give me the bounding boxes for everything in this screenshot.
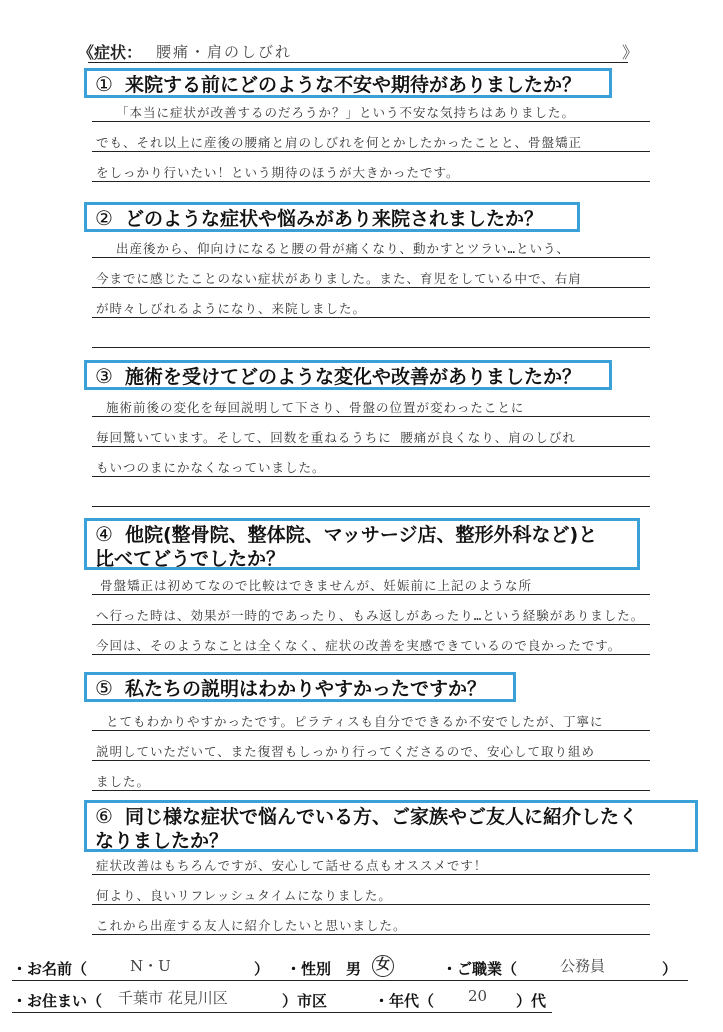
ruled-line [92,121,650,122]
symptom-row [78,38,638,64]
answer-line: とてもわかりやすかったです。ピラティスも自分でできるか不安でしたが、丁寧に [106,714,604,729]
answer-line: 施術前後の変化を毎回説明して下さり、骨盤の位置が変わったことに [106,400,525,415]
question-number: ④ [95,522,113,546]
answer-line: 何より、良いリフレッシュタイムになりました。 [96,888,392,903]
question-text: 同じ様な症状で悩んでいる方、ご家族やご友人に紹介したく なりましたか？ [95,806,639,852]
answer-line: が時々しびれるようになり、来院しました。 [96,301,367,316]
answer-line: これから出産する友人に紹介したいと思いました。 [96,918,407,933]
question-number: ③ [95,364,113,388]
question-box-2 [84,202,580,232]
footer-line-2 [12,1012,552,1013]
gender-male: 男 [346,960,362,978]
answer-line: へ行った時は、効果が一時的であったり、もみ返しがあったり…という経験がありました。 [96,608,645,623]
symptom-close-bracket: 》 [621,43,638,62]
answer-line: 毎回驚いています。そして、回数を重ねるうちに 腰痛が良くなり、肩のしびれ [96,430,576,445]
question-box-1 [84,68,612,98]
question-number: ⑥ [95,804,113,828]
answer-line: 今回は、そのようなことは全くなく、症状の改善を実感できているので良かったです。 [96,638,622,653]
ruled-line [92,934,650,935]
age-value: 20 [468,987,488,1005]
ruled-line [92,347,650,348]
answer-line: をしっかり行いたい！という期待のほうが大きかったです。 [96,165,460,180]
ruled-line [92,594,650,595]
question-number: ② [95,206,113,230]
answer-line: 骨盤矯正は初めてなので比較はできませんが、妊娠前に上記のような所 [100,578,533,593]
answer-line: でも、それ以上に産後の腰痛と肩のしびれを何とかしたかったことと、骨盤矯正 [96,135,583,150]
question-text: 他院(整骨院、整体院、マッサージ店、整形外科など)と 比べてどうでしたか？ [95,524,598,570]
ruled-line [92,874,650,875]
ruled-line [92,904,650,905]
answer-line: 「本当に症状が改善するのだろうか？」という不安な気持ちはありました。 [116,105,576,120]
ruled-line [92,181,650,182]
ruled-line [92,446,650,447]
address-value: 千葉市 花見川区 [118,989,228,1007]
gender-label: ・性別 [286,960,332,978]
gender-female-circled: 女 [372,955,394,977]
ruled-line [92,506,650,507]
answer-line: 症状改善はもちろんですが、安心して話せる点もオススメです！ [96,858,488,873]
name-close: ） [254,960,270,978]
question-number: ⑤ [95,676,113,700]
ruled-line [92,416,650,417]
ruled-line [92,654,650,655]
symptom-value: 腰痛・肩のしびれ [156,42,293,61]
ruled-line [92,151,650,152]
answer-line: 説明していただいて、また復習もしっかり行ってくださるので、安心して取り組め [96,744,596,759]
footer-line-1 [12,980,688,981]
symptom-label: 《症状： [78,42,143,62]
question-text: 私たちの説明はわかりやすかったですか？ [125,678,487,700]
ruled-line [92,287,650,288]
ruled-line [92,257,650,258]
answer-line: 出産後から、仰向けになると腰の骨が痛くなり、動かすとツラい…という、 [116,241,571,256]
answer-line: もいつのまにかなくなっていました。 [96,460,326,475]
ruled-line [92,760,650,761]
ruled-line [92,317,650,318]
question-box-6 [84,800,698,852]
ruled-line [92,624,650,625]
ruled-line [92,730,650,731]
question-text: 施術を受けてどのような変化や改善がありましたか？ [125,366,582,388]
question-number: ① [95,72,113,96]
ruled-line [92,476,650,477]
job-close: ） [662,960,678,978]
address-label: ・お住まい（ [12,992,103,1010]
ruled-line [92,790,650,791]
name-value: N・U [130,957,171,975]
address-suffix: ）市区 [282,992,328,1010]
question-text: 来院する前にどのような不安や期待がありましたか？ [125,74,582,96]
name-label: ・お名前（ [12,960,88,978]
question-box-5 [84,672,516,702]
age-label: ・年代（ [374,992,435,1010]
question-box-3 [84,360,612,390]
job-value: 公務員 [560,957,606,975]
question-text: どのような症状や悩みがあり来院されましたか？ [125,208,544,230]
symptom-underline [88,62,628,63]
answer-line: ました。 [96,774,151,789]
question-box-4 [84,518,640,570]
answer-line: 今までに感じたことのない症状がありました。また、育児をしている中で、右肩 [96,271,582,286]
job-label: ・ご職業（ [442,960,518,978]
age-suffix: ）代 [516,992,547,1010]
